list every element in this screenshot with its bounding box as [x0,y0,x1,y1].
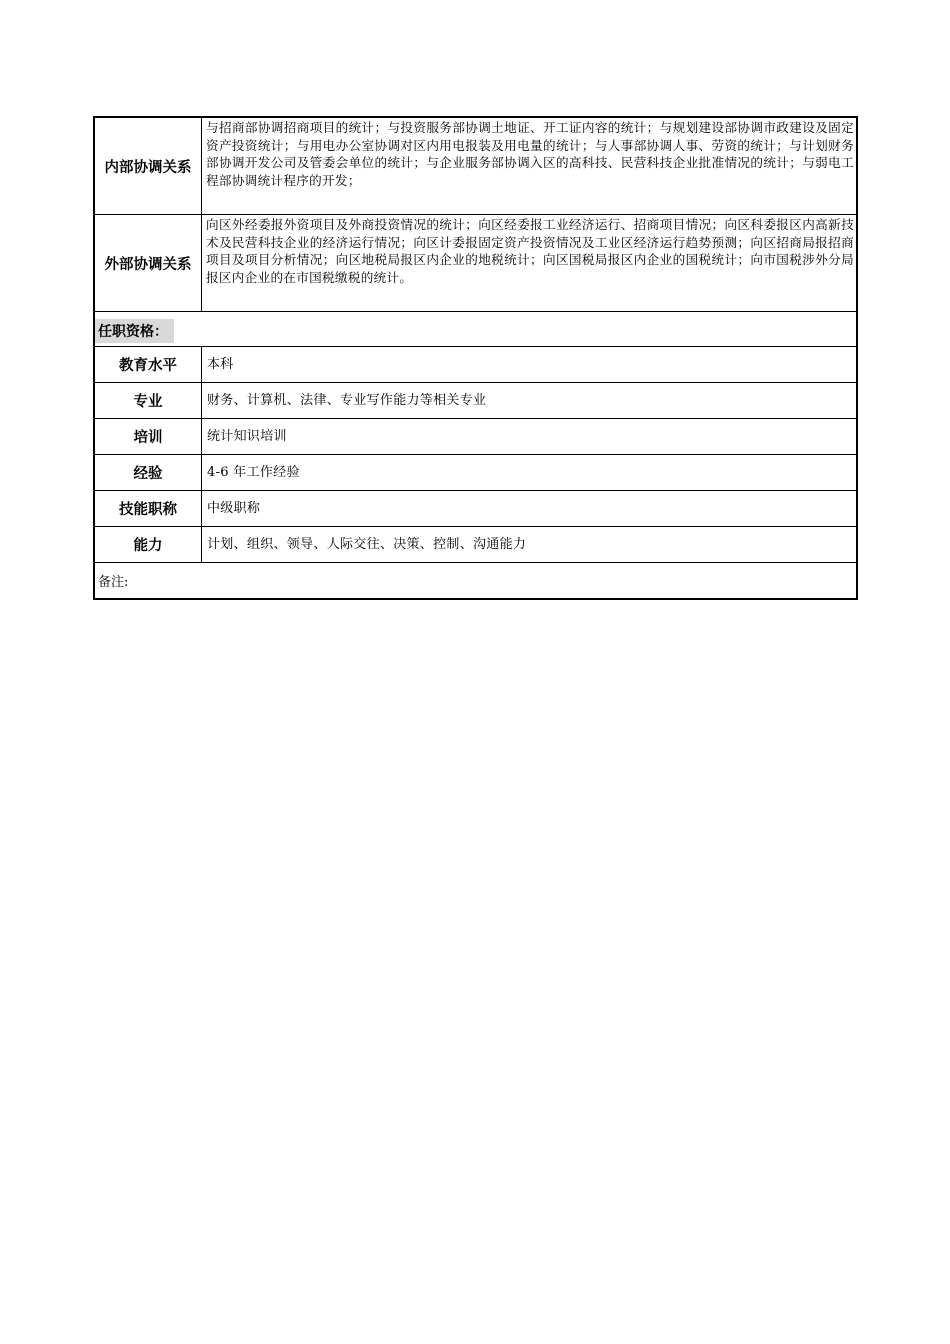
title-label: 技能职称 [95,491,202,526]
ability-value: 计划、组织、领导、人际交往、决策、控制、沟通能力 [207,536,527,552]
remark-label: 备注: [98,575,129,590]
experience-value: 4-6 年工作经验 [207,464,300,480]
qualifications-header: 任职资格： [95,319,174,343]
training-value: 统计知识培训 [207,428,287,444]
training-label: 培训 [95,419,202,454]
qualification-row-training [95,419,856,455]
qualification-row-major [95,383,856,419]
qualification-row-title [95,491,856,527]
external-coordination-row [95,215,856,312]
experience-label: 经验 [95,455,202,490]
ability-label: 能力 [95,527,202,562]
major-label: 专业 [95,383,202,418]
major-value: 财务、计算机、法律、专业写作能力等相关专业 [207,392,487,408]
external-coordination-text: 向区外经委报外资项目及外商投资情况的统计；向区经委报工业经济运行、招商项目情况；向区科委报区内高新技术及民营科技企业的经济运行情况；向区计委报固定资产投资情况及工业区经济运行趋势预测；向区招商局报招商项目及项目分析情况；向区地税局报区内企业的地税统计；向区国税局报区内企业的国税统计；向市国税涉外分局报区内企业的在市国税缴税的统计。 [206,217,854,285]
internal-coordination-row [95,118,856,215]
internal-coordination-text: 与招商部协调招商项目的统计；与投资服务部协调土地证、开工证内容的统计；与规划建设部协调市政建设及固定资产投资统计；与用电办公室协调对区内用电报装及用电量的统计；与人事部协调人事、劳资的统计；与计划财务部协调开发公司及管委会单位的统计；与企业服务部协调入区的高科技、民营科技企业批准情况的统计；与弱电工程部协调统计程序的开发； [206,120,854,188]
qualification-row-education [95,347,856,383]
education-value: 本科 [207,356,234,372]
title-value: 中级职称 [207,500,261,516]
remark-row [95,563,856,598]
qualifications-header-row [95,312,856,347]
education-label: 教育水平 [95,347,202,382]
external-coordination-label: 外部协调关系 [95,215,202,311]
qualification-row-ability [95,527,856,563]
internal-coordination-label: 内部协调关系 [95,118,202,214]
job-description-table [93,116,858,600]
qualification-row-experience [95,455,856,491]
